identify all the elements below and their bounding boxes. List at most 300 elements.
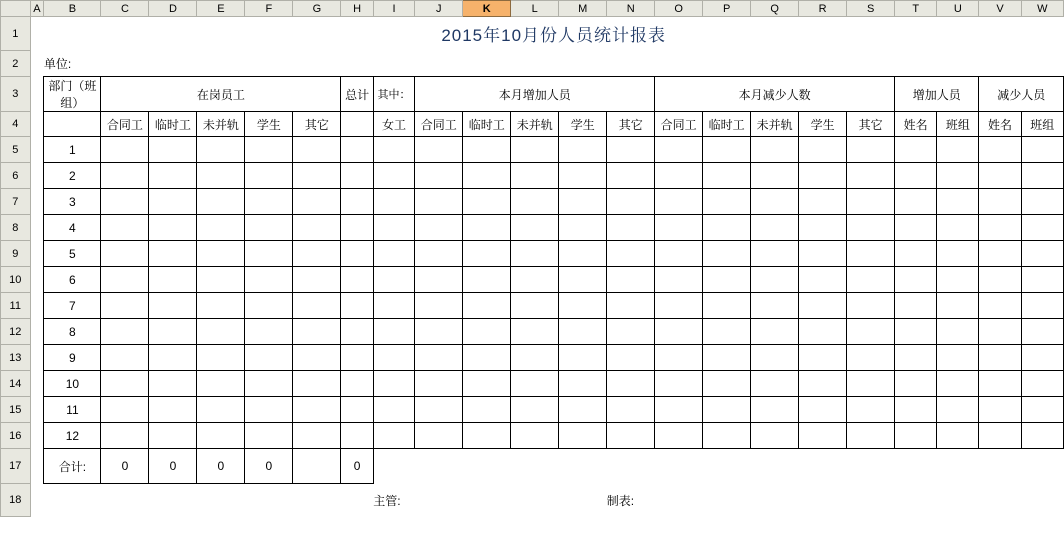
row-onduty-untracked[interactable] xyxy=(197,371,245,397)
header-inc-untracked[interactable]: 未并轨 xyxy=(511,112,559,137)
cell-a7[interactable] xyxy=(30,189,44,215)
row-inc-student[interactable] xyxy=(559,241,607,267)
row-onduty-temp[interactable] xyxy=(149,293,197,319)
row-onduty-temp[interactable] xyxy=(149,371,197,397)
header-incperson-name[interactable]: 姓名 xyxy=(895,112,937,137)
column-header-d[interactable]: D xyxy=(149,1,197,17)
cell-a13[interactable] xyxy=(30,345,44,371)
row-dec-other[interactable] xyxy=(847,137,895,163)
header-increase-group[interactable]: 本月增加人员 xyxy=(415,77,655,112)
row-dec-student[interactable] xyxy=(799,189,847,215)
row-onduty-other[interactable] xyxy=(293,163,341,189)
row-seq[interactable]: 6 xyxy=(44,267,101,293)
row-incperson-team[interactable] xyxy=(937,215,979,241)
row-onduty-contract[interactable] xyxy=(101,371,149,397)
row-onduty-other[interactable] xyxy=(293,345,341,371)
row-inc-student[interactable] xyxy=(559,371,607,397)
row-onduty-student[interactable] xyxy=(245,267,293,293)
row-female[interactable] xyxy=(373,163,414,189)
row-incperson-name[interactable] xyxy=(895,423,937,449)
row-header-13[interactable]: 13 xyxy=(1,345,31,371)
row-incperson-name[interactable] xyxy=(895,189,937,215)
row-inc-student[interactable] xyxy=(559,293,607,319)
cell-a1[interactable] xyxy=(30,17,44,51)
column-header-g[interactable]: G xyxy=(293,1,341,17)
row-dec-temp[interactable] xyxy=(703,189,751,215)
row-inc-temp[interactable] xyxy=(463,137,511,163)
row-female[interactable] xyxy=(373,319,414,345)
header-decperson-name[interactable]: 姓名 xyxy=(979,112,1021,137)
row-inc-contract[interactable] xyxy=(415,241,463,267)
row-dec-other[interactable] xyxy=(847,397,895,423)
row-inc-untracked[interactable] xyxy=(511,189,559,215)
row-inc-other[interactable] xyxy=(607,423,655,449)
row-onduty-student[interactable] xyxy=(245,371,293,397)
row-inc-other[interactable] xyxy=(607,345,655,371)
row-inc-other[interactable] xyxy=(607,163,655,189)
header-inc-other[interactable]: 其它 xyxy=(607,112,655,137)
total-onduty-untracked[interactable]: 0 xyxy=(197,449,245,484)
cell-a9[interactable] xyxy=(30,241,44,267)
row-dec-other[interactable] xyxy=(847,371,895,397)
header-onduty-contract[interactable]: 合同工 xyxy=(101,112,149,137)
row-dec-student[interactable] xyxy=(799,137,847,163)
header-among-which[interactable]: 其中： xyxy=(373,77,414,112)
row-header-15[interactable]: 15 xyxy=(1,397,31,423)
row-header-6[interactable]: 6 xyxy=(1,163,31,189)
row-header-10[interactable]: 10 xyxy=(1,267,31,293)
row-decperson-team[interactable] xyxy=(1021,241,1063,267)
row-onduty-other[interactable] xyxy=(293,397,341,423)
column-header-r[interactable]: R xyxy=(799,1,847,17)
row-dec-other[interactable] xyxy=(847,345,895,371)
row-inc-contract[interactable] xyxy=(415,137,463,163)
cell-a17[interactable] xyxy=(30,449,44,484)
row-onduty-contract[interactable] xyxy=(101,137,149,163)
row-decperson-team[interactable] xyxy=(1021,345,1063,371)
row-onduty-student[interactable] xyxy=(245,189,293,215)
row-dec-contract[interactable] xyxy=(655,319,703,345)
row-dec-student[interactable] xyxy=(799,423,847,449)
header-incperson-team[interactable]: 班组 xyxy=(937,112,979,137)
row-onduty-contract[interactable] xyxy=(101,319,149,345)
row-inc-untracked[interactable] xyxy=(511,267,559,293)
row-inc-other[interactable] xyxy=(607,189,655,215)
row-dec-temp[interactable] xyxy=(703,241,751,267)
row-onduty-student[interactable] xyxy=(245,423,293,449)
row-dec-untracked[interactable] xyxy=(751,397,799,423)
column-header-a[interactable]: A xyxy=(30,1,44,17)
row-inc-student[interactable] xyxy=(559,267,607,293)
row-decperson-name[interactable] xyxy=(979,397,1021,423)
row-inc-untracked[interactable] xyxy=(511,241,559,267)
cell-a10[interactable] xyxy=(30,267,44,293)
row-onduty-student[interactable] xyxy=(245,241,293,267)
row-dec-untracked[interactable] xyxy=(751,137,799,163)
row-dec-temp[interactable] xyxy=(703,423,751,449)
row-female[interactable] xyxy=(373,189,414,215)
row-onduty-student[interactable] xyxy=(245,345,293,371)
row-total[interactable] xyxy=(341,241,373,267)
row-incperson-name[interactable] xyxy=(895,137,937,163)
row-onduty-contract[interactable] xyxy=(101,423,149,449)
row-incperson-name[interactable] xyxy=(895,293,937,319)
row-dec-contract[interactable] xyxy=(655,423,703,449)
row-incperson-name[interactable] xyxy=(895,397,937,423)
row-onduty-untracked[interactable] xyxy=(197,189,245,215)
footer-mid-space[interactable] xyxy=(511,484,607,517)
row-onduty-other[interactable] xyxy=(293,241,341,267)
row-incperson-team[interactable] xyxy=(937,293,979,319)
row-onduty-other[interactable] xyxy=(293,423,341,449)
row-onduty-contract[interactable] xyxy=(101,345,149,371)
row-inc-student[interactable] xyxy=(559,163,607,189)
cell-a11[interactable] xyxy=(30,293,44,319)
header-inc-temp[interactable]: 临时工 xyxy=(463,112,511,137)
row-inc-contract[interactable] xyxy=(415,371,463,397)
row-inc-student[interactable] xyxy=(559,319,607,345)
header-dec-temp[interactable]: 临时工 xyxy=(703,112,751,137)
row-header-17[interactable]: 17 xyxy=(1,449,31,484)
row-inc-student[interactable] xyxy=(559,397,607,423)
column-header-c[interactable]: C xyxy=(101,1,149,17)
column-header-l[interactable]: L xyxy=(511,1,559,17)
row-incperson-name[interactable] xyxy=(895,241,937,267)
cell-a18[interactable] xyxy=(30,484,44,517)
row-onduty-temp[interactable] xyxy=(149,137,197,163)
column-header-q[interactable]: Q xyxy=(751,1,799,17)
row-onduty-temp[interactable] xyxy=(149,163,197,189)
row-header-1[interactable]: 1 xyxy=(1,17,31,51)
row-dec-contract[interactable] xyxy=(655,189,703,215)
column-header-h[interactable]: H xyxy=(341,1,373,17)
row-onduty-student[interactable] xyxy=(245,319,293,345)
header-dec-other[interactable]: 其它 xyxy=(847,112,895,137)
row-inc-student[interactable] xyxy=(559,137,607,163)
column-header-v[interactable]: V xyxy=(979,1,1021,17)
header-onduty-temp[interactable]: 临时工 xyxy=(149,112,197,137)
row-onduty-student[interactable] xyxy=(245,163,293,189)
row-onduty-other[interactable] xyxy=(293,137,341,163)
column-header-n[interactable]: N xyxy=(607,1,655,17)
row-onduty-untracked[interactable] xyxy=(197,345,245,371)
column-header-t[interactable]: T xyxy=(895,1,937,17)
row-decperson-name[interactable] xyxy=(979,189,1021,215)
row-onduty-temp[interactable] xyxy=(149,215,197,241)
row-header-4[interactable]: 4 xyxy=(1,112,31,137)
row-dec-student[interactable] xyxy=(799,293,847,319)
row-inc-untracked[interactable] xyxy=(511,345,559,371)
row-seq[interactable]: 10 xyxy=(44,371,101,397)
row-dec-contract[interactable] xyxy=(655,293,703,319)
row-dec-temp[interactable] xyxy=(703,267,751,293)
column-header-j[interactable]: J xyxy=(415,1,463,17)
column-header-p[interactable]: P xyxy=(703,1,751,17)
row-dec-other[interactable] xyxy=(847,215,895,241)
row-total[interactable] xyxy=(341,267,373,293)
row-incperson-team[interactable] xyxy=(937,137,979,163)
row-dec-untracked[interactable] xyxy=(751,293,799,319)
row-inc-other[interactable] xyxy=(607,397,655,423)
row-inc-other[interactable] xyxy=(607,293,655,319)
row-incperson-team[interactable] xyxy=(937,163,979,189)
cell-a8[interactable] xyxy=(30,215,44,241)
row-decperson-name[interactable] xyxy=(979,163,1021,189)
row-onduty-untracked[interactable] xyxy=(197,397,245,423)
row-incperson-name[interactable] xyxy=(895,267,937,293)
row-onduty-untracked[interactable] xyxy=(197,163,245,189)
row-dec-other[interactable] xyxy=(847,319,895,345)
row-incperson-team[interactable] xyxy=(937,189,979,215)
row-total[interactable] xyxy=(341,137,373,163)
row-seq[interactable]: 5 xyxy=(44,241,101,267)
cell-a2[interactable] xyxy=(30,51,44,77)
row-seq[interactable]: 2 xyxy=(44,163,101,189)
cell-a15[interactable] xyxy=(30,397,44,423)
column-header-k[interactable]: K xyxy=(463,1,511,17)
row-decperson-team[interactable] xyxy=(1021,397,1063,423)
row-decperson-name[interactable] xyxy=(979,345,1021,371)
row-onduty-other[interactable] xyxy=(293,215,341,241)
row-female[interactable] xyxy=(373,137,414,163)
total-onduty-student[interactable]: 0 xyxy=(245,449,293,484)
row-dec-student[interactable] xyxy=(799,371,847,397)
row-incperson-name[interactable] xyxy=(895,215,937,241)
column-header-u[interactable]: U xyxy=(937,1,979,17)
column-header-f[interactable]: F xyxy=(245,1,293,17)
row-onduty-contract[interactable] xyxy=(101,215,149,241)
row-inc-contract[interactable] xyxy=(415,267,463,293)
row-incperson-team[interactable] xyxy=(937,319,979,345)
row-incperson-team[interactable] xyxy=(937,371,979,397)
row-dec-other[interactable] xyxy=(847,189,895,215)
row-total[interactable] xyxy=(341,293,373,319)
row-header-2[interactable]: 2 xyxy=(1,51,31,77)
row-inc-contract[interactable] xyxy=(415,397,463,423)
row-inc-contract[interactable] xyxy=(415,293,463,319)
row-inc-contract[interactable] xyxy=(415,319,463,345)
row-onduty-student[interactable] xyxy=(245,137,293,163)
row-inc-untracked[interactable] xyxy=(511,293,559,319)
row-seq[interactable]: 8 xyxy=(44,319,101,345)
row-dec-student[interactable] xyxy=(799,267,847,293)
row-inc-temp[interactable] xyxy=(463,215,511,241)
row-inc-untracked[interactable] xyxy=(511,215,559,241)
row-dec-other[interactable] xyxy=(847,293,895,319)
row-inc-contract[interactable] xyxy=(415,215,463,241)
row-incperson-name[interactable] xyxy=(895,345,937,371)
header-total-bottom[interactable] xyxy=(341,112,373,137)
row-decperson-team[interactable] xyxy=(1021,319,1063,345)
select-all-corner[interactable] xyxy=(1,1,31,17)
row-total[interactable] xyxy=(341,371,373,397)
column-header-s[interactable]: S xyxy=(847,1,895,17)
header-dec-untracked[interactable]: 未并轨 xyxy=(751,112,799,137)
row-inc-temp[interactable] xyxy=(463,163,511,189)
row-inc-temp[interactable] xyxy=(463,293,511,319)
row-female[interactable] xyxy=(373,345,414,371)
header-inc-contract[interactable]: 合同工 xyxy=(415,112,463,137)
row-header-12[interactable]: 12 xyxy=(1,319,31,345)
row-female[interactable] xyxy=(373,423,414,449)
cell-a14[interactable] xyxy=(30,371,44,397)
row-dec-untracked[interactable] xyxy=(751,319,799,345)
row-total[interactable] xyxy=(341,345,373,371)
header-onduty-other[interactable]: 其它 xyxy=(293,112,341,137)
row-incperson-team[interactable] xyxy=(937,397,979,423)
row-decperson-name[interactable] xyxy=(979,423,1021,449)
row-header-16[interactable]: 16 xyxy=(1,423,31,449)
row-inc-untracked[interactable] xyxy=(511,397,559,423)
header-dept-bottom[interactable] xyxy=(44,112,101,137)
row-onduty-other[interactable] xyxy=(293,189,341,215)
total-onduty-contract[interactable]: 0 xyxy=(101,449,149,484)
row-dec-contract[interactable] xyxy=(655,215,703,241)
row-incperson-name[interactable] xyxy=(895,163,937,189)
row-decperson-name[interactable] xyxy=(979,137,1021,163)
row-dec-student[interactable] xyxy=(799,397,847,423)
row-incperson-team[interactable] xyxy=(937,241,979,267)
column-header-i[interactable]: I xyxy=(373,1,414,17)
row-dec-contract[interactable] xyxy=(655,267,703,293)
row-onduty-student[interactable] xyxy=(245,215,293,241)
header-onduty-student[interactable]: 学生 xyxy=(245,112,293,137)
row-decperson-team[interactable] xyxy=(1021,267,1063,293)
row-dec-contract[interactable] xyxy=(655,371,703,397)
row-dec-temp[interactable] xyxy=(703,215,751,241)
row-onduty-contract[interactable] xyxy=(101,267,149,293)
row-incperson-team[interactable] xyxy=(937,423,979,449)
row-seq[interactable]: 4 xyxy=(44,215,101,241)
row-female[interactable] xyxy=(373,371,414,397)
cell-a4[interactable] xyxy=(30,112,44,137)
row-header-11[interactable]: 11 xyxy=(1,293,31,319)
cell-c2-w2[interactable] xyxy=(101,51,1064,77)
cell-a12[interactable] xyxy=(30,319,44,345)
row-dec-temp[interactable] xyxy=(703,371,751,397)
row-decperson-name[interactable] xyxy=(979,241,1021,267)
row-seq[interactable]: 1 xyxy=(44,137,101,163)
header-decrease-group[interactable]: 本月减少人数 xyxy=(655,77,895,112)
header-dec-student[interactable]: 学生 xyxy=(799,112,847,137)
row-dec-other[interactable] xyxy=(847,163,895,189)
cell-a3[interactable] xyxy=(30,77,44,112)
row-incperson-team[interactable] xyxy=(937,345,979,371)
row-decperson-name[interactable] xyxy=(979,371,1021,397)
column-header-w[interactable]: W xyxy=(1021,1,1063,17)
total-sum[interactable]: 0 xyxy=(341,449,373,484)
row-onduty-other[interactable] xyxy=(293,293,341,319)
row-female[interactable] xyxy=(373,267,414,293)
row-dec-contract[interactable] xyxy=(655,163,703,189)
header-increase-person[interactable]: 增加人员 xyxy=(895,77,979,112)
total-label[interactable]: 合计: xyxy=(44,449,101,484)
row-dec-untracked[interactable] xyxy=(751,267,799,293)
row-onduty-contract[interactable] xyxy=(101,189,149,215)
row-inc-student[interactable] xyxy=(559,423,607,449)
row-inc-contract[interactable] xyxy=(415,163,463,189)
row-header-9[interactable]: 9 xyxy=(1,241,31,267)
row-onduty-temp[interactable] xyxy=(149,345,197,371)
row-inc-untracked[interactable] xyxy=(511,371,559,397)
row-decperson-name[interactable] xyxy=(979,215,1021,241)
row-onduty-untracked[interactable] xyxy=(197,293,245,319)
row-dec-untracked[interactable] xyxy=(751,241,799,267)
row-inc-untracked[interactable] xyxy=(511,163,559,189)
row-inc-temp[interactable] xyxy=(463,319,511,345)
cell-a6[interactable] xyxy=(30,163,44,189)
row-onduty-contract[interactable] xyxy=(101,293,149,319)
row-onduty-contract[interactable] xyxy=(101,397,149,423)
header-decrease-person[interactable]: 减少人员 xyxy=(979,77,1064,112)
cell-a16[interactable] xyxy=(30,423,44,449)
row-female[interactable] xyxy=(373,397,414,423)
cell-a5[interactable] xyxy=(30,137,44,163)
row-dec-untracked[interactable] xyxy=(751,215,799,241)
row-dec-temp[interactable] xyxy=(703,163,751,189)
row-inc-other[interactable] xyxy=(607,371,655,397)
row-decperson-team[interactable] xyxy=(1021,163,1063,189)
row-dec-student[interactable] xyxy=(799,241,847,267)
row-female[interactable] xyxy=(373,293,414,319)
row-dec-untracked[interactable] xyxy=(751,423,799,449)
footer-right-space[interactable] xyxy=(751,484,1021,517)
row-inc-temp[interactable] xyxy=(463,345,511,371)
row-inc-untracked[interactable] xyxy=(511,137,559,163)
row-inc-student[interactable] xyxy=(559,345,607,371)
row-dec-student[interactable] xyxy=(799,319,847,345)
row-dec-contract[interactable] xyxy=(655,397,703,423)
row-female[interactable] xyxy=(373,215,414,241)
column-header-e[interactable]: E xyxy=(197,1,245,17)
row-total[interactable] xyxy=(341,215,373,241)
row-total[interactable] xyxy=(341,423,373,449)
row-inc-temp[interactable] xyxy=(463,267,511,293)
row-dec-contract[interactable] xyxy=(655,345,703,371)
row-dec-temp[interactable] xyxy=(703,319,751,345)
row-seq[interactable]: 7 xyxy=(44,293,101,319)
row-inc-other[interactable] xyxy=(607,241,655,267)
row-onduty-untracked[interactable] xyxy=(197,267,245,293)
row-dec-temp[interactable] xyxy=(703,345,751,371)
header-onduty-group[interactable]: 在岗员工 xyxy=(101,77,341,112)
row-dec-student[interactable] xyxy=(799,345,847,371)
row-decperson-team[interactable] xyxy=(1021,215,1063,241)
row-dec-student[interactable] xyxy=(799,163,847,189)
row-header-18[interactable]: 18 xyxy=(1,484,31,517)
row-inc-other[interactable] xyxy=(607,215,655,241)
row-onduty-temp[interactable] xyxy=(149,397,197,423)
row-seq[interactable]: 9 xyxy=(44,345,101,371)
header-total-top[interactable]: 总计 xyxy=(341,77,373,112)
row-inc-other[interactable] xyxy=(607,137,655,163)
row-dec-temp[interactable] xyxy=(703,137,751,163)
row-header-5[interactable]: 5 xyxy=(1,137,31,163)
header-dec-contract[interactable]: 合同工 xyxy=(655,112,703,137)
row-decperson-team[interactable] xyxy=(1021,423,1063,449)
row-onduty-untracked[interactable] xyxy=(197,423,245,449)
report-title[interactable]: 2015年10月份人员统计报表 xyxy=(44,17,1064,51)
row-onduty-temp[interactable] xyxy=(149,241,197,267)
row-total[interactable] xyxy=(341,163,373,189)
row-seq[interactable]: 3 xyxy=(44,189,101,215)
row-inc-temp[interactable] xyxy=(463,241,511,267)
row-dec-contract[interactable] xyxy=(655,241,703,267)
header-female[interactable]: 女工 xyxy=(373,112,414,137)
row-decperson-team[interactable] xyxy=(1021,189,1063,215)
row-onduty-untracked[interactable] xyxy=(197,241,245,267)
total-onduty-temp[interactable]: 0 xyxy=(149,449,197,484)
